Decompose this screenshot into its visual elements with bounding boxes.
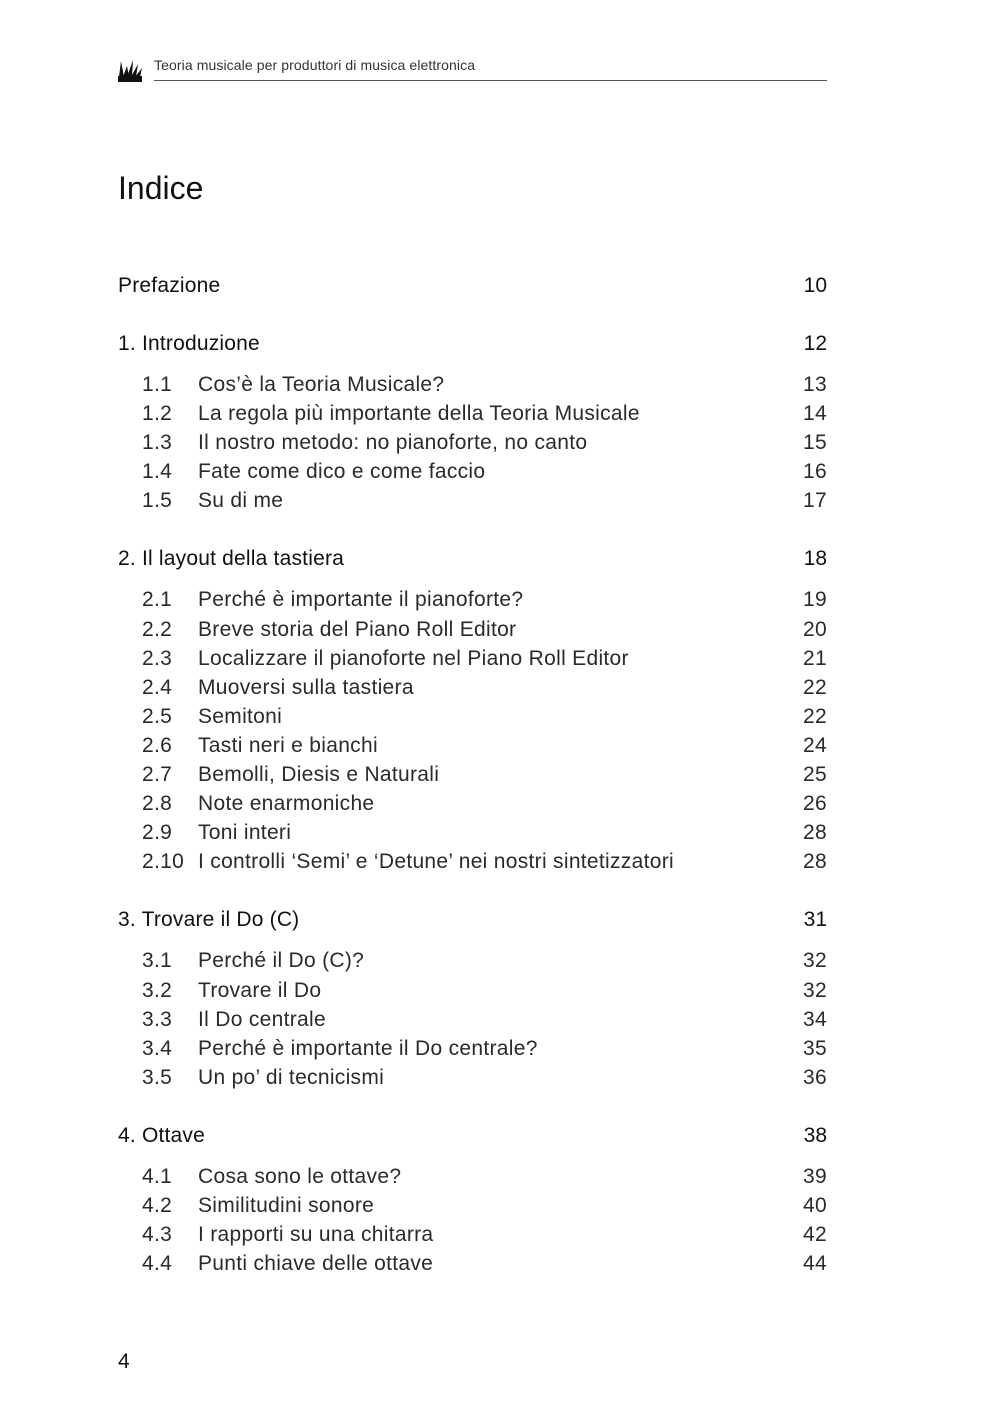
header-rule [154,80,827,81]
section-title: Localizzare il pianoforte nel Piano Roll Editor [198,646,629,670]
running-header [118,56,827,82]
section-page-number: 15 [803,431,827,455]
section-title: Il nostro metodo: no pianoforte, no canto [198,431,588,455]
section-number: 4.3 [142,1223,173,1247]
toc-chapter-entry[interactable] [118,274,827,303]
section-page-number: 32 [803,978,827,1002]
section-number: 1.4 [142,460,173,484]
section-number: 3.1 [142,949,173,973]
section-page-number: 25 [803,763,827,787]
section-page-number: 28 [803,850,827,874]
section-number: 2.5 [142,704,173,728]
section-page-number: 14 [803,402,827,426]
section-page-number: 19 [803,588,827,612]
section-page-number: 24 [803,733,827,757]
section-page-number: 22 [803,675,827,699]
page-number: 4 [118,1350,130,1373]
section-number: 1.2 [142,402,173,426]
section-page-number: 35 [803,1036,827,1060]
section-title: Su di me [198,489,284,513]
chapter-page-number: 38 [803,1123,827,1147]
section-page-number: 21 [803,646,827,670]
section-title: Trovare il Do [198,978,322,1002]
toc-section-entry[interactable] [118,949,827,978]
section-number: 3.3 [142,1007,173,1031]
section-title: Perché è importante il pianoforte? [198,588,524,612]
section-page-number: 26 [803,792,827,816]
section-title: Perché è importante il Do centrale? [198,1036,538,1060]
section-number: 2.7 [142,763,173,787]
section-page-number: 22 [803,704,827,728]
section-page-number: 16 [803,460,827,484]
section-number: 2.2 [142,617,173,641]
toc-section-entry[interactable] [118,1252,827,1281]
section-title: I rapporti su una chitarra [198,1223,434,1247]
chapter-title: 4. Ottave [118,1123,206,1147]
table-of-contents [118,274,827,1310]
section-title: Similitudini sonore [198,1193,375,1217]
toc-section-entry[interactable] [118,402,827,431]
section-title: Breve storia del Piano Roll Editor [198,617,517,641]
toc-chapter [118,547,827,879]
section-number: 4.4 [142,1252,173,1276]
toc-chapter [118,332,827,518]
section-title: Tasti neri e bianchi [198,733,378,757]
toc-section-entry[interactable] [118,676,827,705]
section-title: Punti chiave delle ottave [198,1252,434,1276]
section-title: Toni interi [198,821,292,845]
toc-chapter-entry[interactable] [118,547,827,576]
toc-section-entry[interactable] [118,489,827,518]
toc-section-entry[interactable] [118,460,827,489]
section-title: Semitoni [198,704,283,728]
section-number: 4.2 [142,1193,173,1217]
section-title: I controlli ‘Semi’ e ‘Detune’ nei nostri sintetizzatori [198,850,674,874]
toc-chapter [118,1124,827,1281]
section-title: Cosa sono le ottave? [198,1164,402,1188]
chapter-title: Prefazione [118,274,221,297]
section-number: 3.5 [142,1065,173,1089]
section-title: Fate come dico e come faccio [198,460,486,484]
section-page-number: 34 [803,1007,827,1031]
section-number: 2.8 [142,792,173,816]
toc-section-entry[interactable] [118,1037,827,1066]
toc-chapter [118,908,827,1094]
toc-section-entry[interactable] [118,705,827,734]
chapter-title: 1. Introduzione [118,332,260,355]
section-title: Bemolli, Diesis e Naturali [198,763,440,787]
chapter-page-number: 18 [803,547,827,571]
section-number: 3.2 [142,978,173,1002]
chapter-page-number: 31 [803,908,827,932]
toc-section-list [118,1165,827,1281]
section-page-number: 28 [803,821,827,845]
page-title: Indice [118,170,204,206]
toc-section-list [118,373,827,518]
toc-section-entry[interactable] [118,1066,827,1095]
section-page-number: 40 [803,1193,827,1217]
chapter-page-number: 12 [803,332,827,355]
toc-section-entry[interactable] [118,979,827,1008]
section-page-number: 42 [803,1223,827,1247]
toc-chapter-entry[interactable] [118,908,827,937]
toc-section-entry[interactable] [118,1194,827,1223]
toc-section-entry[interactable] [118,431,827,460]
toc-section-entry[interactable] [118,618,827,647]
toc-section-entry[interactable] [118,792,827,821]
toc-section-entry[interactable] [118,373,827,402]
section-page-number: 20 [803,617,827,641]
section-page-number: 36 [803,1065,827,1089]
section-title: Perché il Do (C)? [198,949,365,973]
section-number: 1.3 [142,431,173,455]
section-number: 2.9 [142,821,173,845]
toc-section-entry[interactable] [118,1223,827,1252]
toc-chapter [118,274,827,303]
toc-section-list [118,588,827,879]
chapter-title: 3. Trovare il Do (C) [118,908,300,932]
section-number: 3.4 [142,1036,173,1060]
toc-section-entry[interactable] [118,821,827,850]
section-title: Un po’ di tecnicismi [198,1065,385,1089]
section-page-number: 44 [803,1252,827,1276]
section-page-number: 32 [803,949,827,973]
stylized-grass-logo-icon [118,58,142,82]
toc-section-list [118,949,827,1094]
section-title: Cos’è la Teoria Musicale? [198,373,445,396]
section-title: La regola più importante della Teoria Musicale [198,402,640,426]
section-number: 2.1 [142,588,173,612]
section-number: 4.1 [142,1164,173,1188]
section-number: 2.3 [142,646,173,670]
section-page-number: 17 [803,489,827,513]
book-title: Teoria musicale per produttori di musica elettronica [154,57,476,73]
section-page-number: 39 [803,1164,827,1188]
section-number: 2.10 [142,850,185,874]
section-title: Muoversi sulla tastiera [198,675,414,699]
section-title: Note enarmoniche [198,792,375,816]
toc-chapter-entry[interactable] [118,1124,827,1153]
section-title: Il Do centrale [198,1007,326,1031]
toc-section-entry[interactable] [118,734,827,763]
toc-section-entry[interactable] [118,1165,827,1194]
section-number: 2.6 [142,733,173,757]
section-number: 1.5 [142,489,173,513]
section-page-number: 13 [803,373,827,396]
toc-chapter-entry[interactable] [118,332,827,361]
toc-section-entry[interactable] [118,588,827,617]
section-number: 2.4 [142,675,173,699]
chapter-page-number: 10 [803,274,827,297]
toc-section-entry[interactable] [118,763,827,792]
toc-section-entry[interactable] [118,850,827,879]
chapter-title: 2. Il layout della tastiera [118,547,345,571]
section-number: 1.1 [142,373,173,396]
toc-section-entry[interactable] [118,1008,827,1037]
toc-section-entry[interactable] [118,647,827,676]
